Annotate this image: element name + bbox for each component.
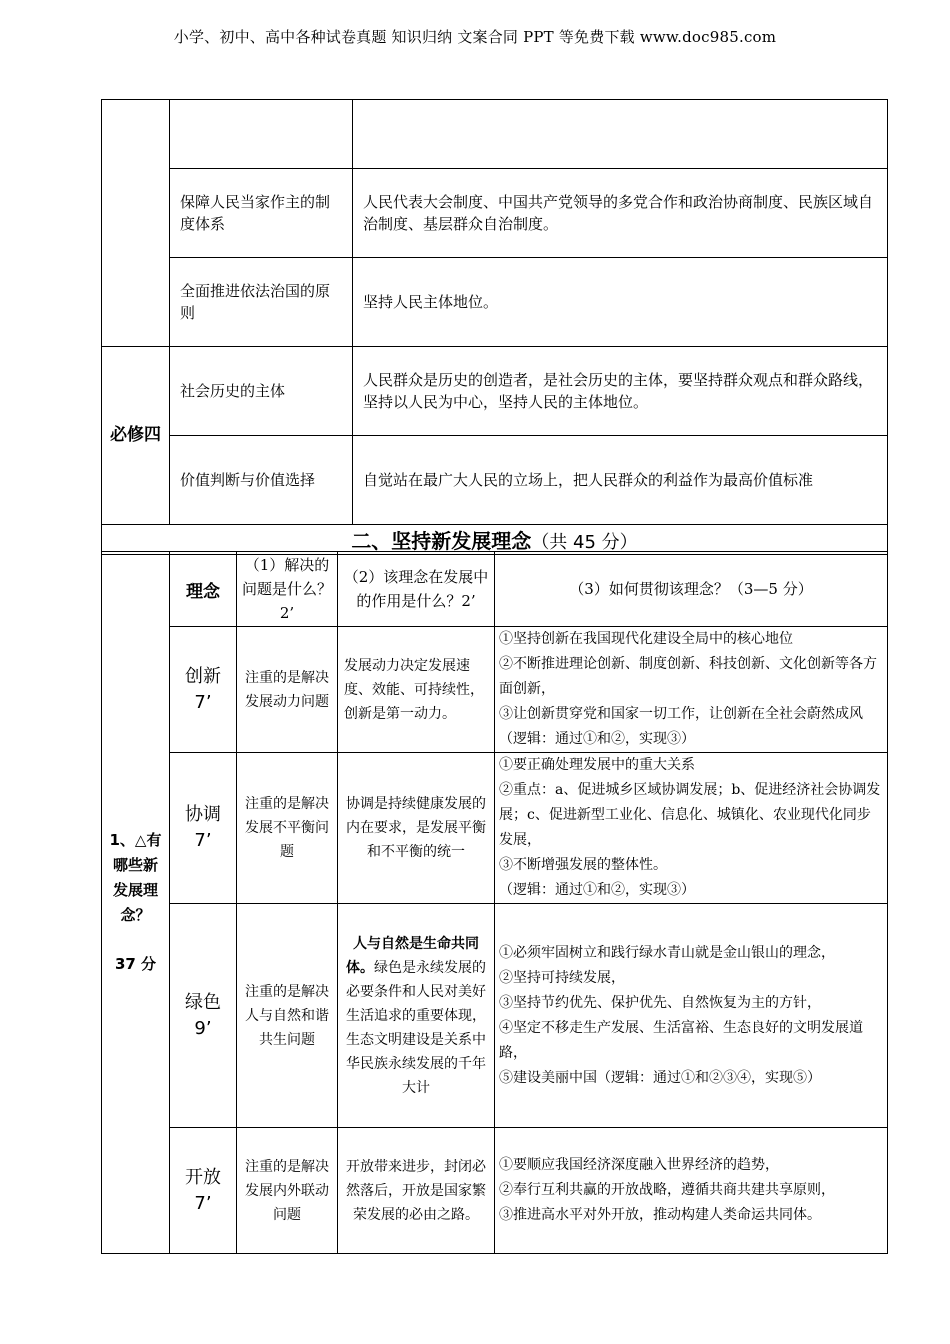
list-item: ②不断推进理论创新、制度创新、科技创新、文化创新等各方面创新，	[499, 656, 877, 697]
ideas-table	[101, 551, 888, 1254]
topic-cell: 社会历史的主体	[170, 347, 353, 436]
side-score: 37 分	[114, 955, 157, 973]
top-table	[101, 99, 888, 555]
list-item: （逻辑：通过①和②，实现③）	[499, 882, 695, 898]
role-cell: 协调是持续健康发展的内在要求，是发展平衡和不平衡的统一	[338, 753, 495, 904]
table-row	[102, 753, 888, 904]
idea-cell-opening	[170, 1128, 237, 1254]
topic-cell: 保障人民当家作主的制度体系	[170, 169, 353, 258]
idea-score: 7’	[194, 691, 212, 713]
list-item: ⑤建设美丽中国（逻辑：通过①和②③④，实现⑤）	[499, 1069, 821, 1086]
content-cell: 人民群众是历史的创造者，是社会历史的主体，要坚持群众观点和群众路线，坚持以人民为中心，坚持人民的主体地位。	[353, 347, 888, 436]
table-row	[102, 904, 888, 1128]
blank-side-cell	[102, 100, 170, 347]
list-item: ①要正确处理发展中的重大关系	[499, 757, 695, 773]
table-row	[102, 1128, 888, 1254]
how-cell	[495, 627, 888, 753]
header-q1: （1）解决的问题是什么？2’	[237, 552, 338, 627]
section-title: 二、坚持新发展理念	[351, 529, 532, 553]
list-item: ④坚定不移走生产发展、生活富裕、生态良好的文明发展道路，	[499, 1019, 863, 1061]
side-label-bixiu-si: 必修四	[102, 347, 170, 525]
section-banner-cell	[102, 525, 888, 555]
idea-name: 创新	[185, 665, 221, 687]
list-item: ③不断增强发展的整体性。	[499, 857, 667, 873]
side-question: 1、△有哪些新发展理念？	[109, 831, 162, 924]
idea-name: 开放	[185, 1166, 221, 1188]
topic-cell: 全面推进依法治国的原则	[170, 258, 353, 347]
role-text: 绿色是永续发展的必要条件和人民对美好生活追求的重要体现，生态文明建设是关系中华民族永续发展的千年大计	[346, 959, 486, 1096]
idea-name: 协调	[185, 804, 221, 825]
header-q2: （2）该理念在发展中的作用是什么？2’	[338, 552, 495, 627]
role-cell: 开放带来进步，封闭必然落后，开放是国家繁荣发展的必由之路。	[338, 1128, 495, 1254]
idea-score: 9’	[194, 1017, 212, 1039]
content-cell: 自觉站在最广大人民的立场上，把人民群众的利益作为最高价值标准	[353, 436, 888, 525]
header-idea: 理念	[170, 552, 237, 627]
section-banner	[102, 525, 888, 555]
content-cell: 人民代表大会制度、中国共产党领导的多党合作和政治协商制度、民族区域自治制度、基层群众自治制度。	[353, 169, 888, 258]
list-item: ②重点：a、促进城乡区域协调发展；b、促进经济社会协调发展；c、促进新型工业化、信息化、城镇化、农业现代化同步发展，	[499, 782, 881, 848]
role-cell: 发展动力决定发展速度、效能、可持续性，创新是第一动力。	[338, 627, 495, 753]
list-item: ③坚持节约优先、保护优先、自然恢复为主的方针，	[499, 994, 821, 1011]
problem-cell: 注重的是解决发展内外联动问题	[237, 1128, 338, 1254]
problem-cell: 注重的是解决人与自然和谐共生问题	[237, 904, 338, 1128]
list-item: ③让创新贯穿党和国家一切工作，让创新在全社会蔚然成风（逻辑：通过①和②，实现③）	[499, 706, 863, 747]
idea-cell-coordination	[170, 753, 237, 904]
table-row	[102, 347, 888, 436]
content-cell: 坚持人民主体地位。	[353, 258, 888, 347]
role-bold-lead: 人与自然是生命共同体。	[346, 935, 479, 976]
table-row	[102, 258, 888, 347]
ideas-header-row	[102, 552, 888, 627]
list-item: ①坚持创新在我国现代化建设全局中的核心地位	[499, 631, 793, 647]
how-cell	[495, 904, 888, 1128]
table-row	[102, 169, 888, 258]
how-cell	[495, 753, 888, 904]
table-row	[102, 627, 888, 753]
role-cell	[338, 904, 495, 1128]
list-item: ①必须牢固树立和践行绿水青山就是金山银山的理念，	[499, 944, 835, 961]
empty-topic-cell	[170, 100, 353, 169]
problem-cell: 注重的是解决发展动力问题	[237, 627, 338, 753]
list-item: ②坚持可持续发展，	[499, 969, 625, 986]
topic-cell: 价值判断与价值选择	[170, 436, 353, 525]
idea-score: 7’	[194, 830, 212, 851]
empty-content-cell	[353, 100, 888, 169]
idea-cell-innovation	[170, 627, 237, 753]
idea-score: 7’	[194, 1192, 212, 1214]
page-header: 小学、初中、高中各种试卷真题 知识归纳 文案合同 PPT 等免费下载 www.doc985.com	[173, 28, 777, 46]
side-question-cell	[102, 552, 170, 1254]
section-score: （共 45 分）	[531, 532, 638, 553]
list-item: ①要顺应我国经济深度融入世界经济的趋势，	[499, 1157, 779, 1173]
idea-name: 绿色	[185, 991, 221, 1013]
header-q3: （3）如何贯彻该理念？（3—5 分）	[495, 552, 888, 627]
list-item: ③推进高水平对外开放，推动构建人类命运共同体。	[499, 1207, 821, 1223]
table-row-empty	[102, 100, 888, 169]
idea-cell-green	[170, 904, 237, 1128]
list-item: ②奉行互利共赢的开放战略，遵循共商共建共享原则，	[499, 1182, 835, 1198]
how-cell	[495, 1128, 888, 1254]
table-row	[102, 436, 888, 525]
problem-cell: 注重的是解决发展不平衡问题	[237, 753, 338, 904]
